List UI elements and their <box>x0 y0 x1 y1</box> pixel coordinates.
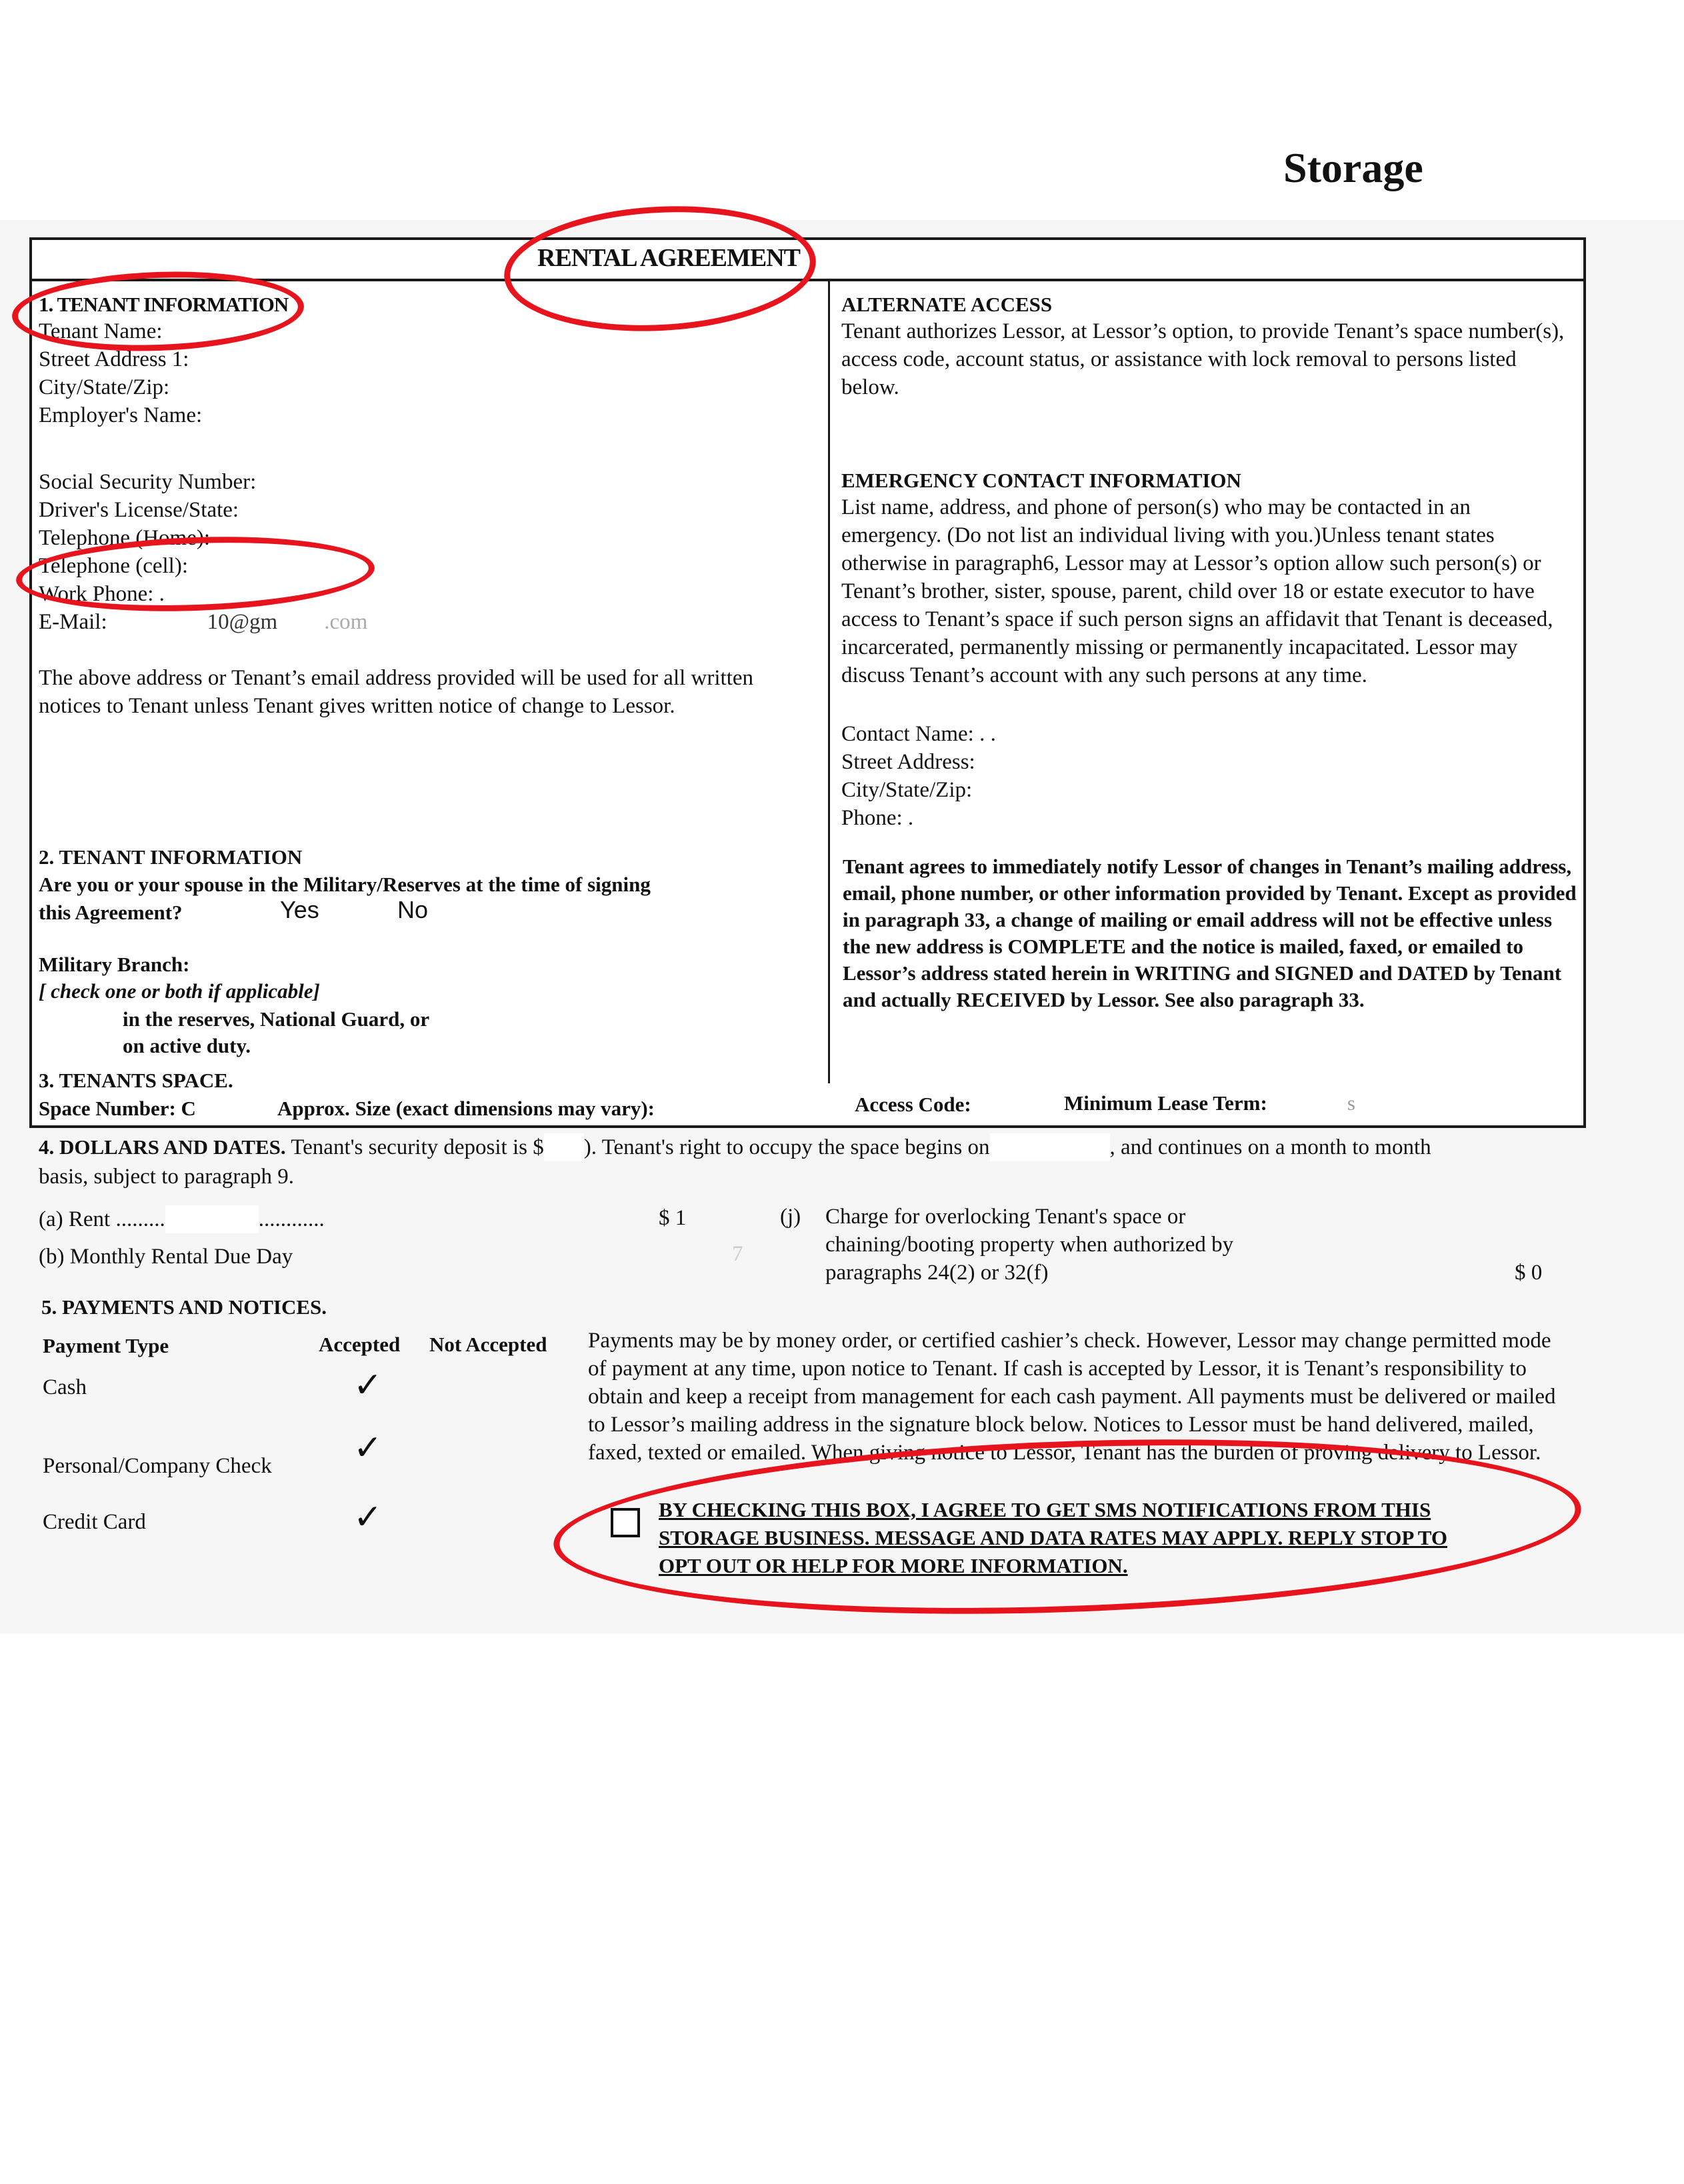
military-yes-option[interactable]: Yes <box>280 896 319 923</box>
credit-card-accepted-check-icon: ✓ <box>353 1497 383 1537</box>
charge-j-amount: $ 0 <box>1515 1261 1543 1285</box>
rent-line: (a) Rent ......... ............ <box>39 1205 325 1233</box>
license-label: Driver's License/State: <box>39 496 399 524</box>
sms-consent-line-3: OPT OUT OR HELP FOR MORE INFORMATION. <box>659 1554 1128 1577</box>
rent-amount: $ 1 <box>659 1206 687 1230</box>
charge-j-text-3: paragraphs 24(2) or 32(f) <box>825 1261 1049 1285</box>
military-branch-label: Military Branch: <box>39 953 190 976</box>
tenant-info-heading: 1. TENANT INFORMATION <box>39 293 289 316</box>
contact-city-label: City/State/Zip: <box>841 778 973 802</box>
space-number-label: Space Number: C <box>39 1097 196 1120</box>
min-lease-term-label: Minimum Lease Term: s <box>1064 1089 1355 1117</box>
military-reserves: in the reserves, National Guard, or <box>123 1007 430 1031</box>
form-title: RENTAL AGREEMENT <box>537 244 800 272</box>
payment-row-credit-card: Credit Card <box>43 1510 146 1534</box>
sms-consent-line-1: BY CHECKING THIS BOX, I AGREE TO GET SMS NOTIFICATIONS FROM THIS <box>659 1498 1431 1521</box>
address-notice: The above address or Tenant’s email address provided will be used for all written notices to Tenant unless Tenant gives written notice of change to Lessor. <box>39 666 754 718</box>
city-state-zip-label: City/State/Zip: <box>39 373 329 401</box>
notify-changes-text: Tenant agrees to immediately notify Lessor of changes in Tenant’s mailing address, email, phone number, or other information provided by Tenant. Except as provided in paragraph 33, a change of mailing or email address will not be effective unless the new address is COMPLETE and the notice is mailed, faxed, or emailed to Lessor’s address stated herein in WRITING and SIGNED and DATED by Tenant and actually RECEIVED by Lessor. See also paragraph 33. <box>843 855 1577 1011</box>
cash-accepted-check-icon: ✓ <box>353 1365 383 1405</box>
charge-j-text-1: Charge for overlocking Tenant's space or <box>825 1205 1186 1229</box>
sms-consent-line-2: STORAGE BUSINESS. MESSAGE AND DATA RATES MAY APPLY. REPLY STOP TO <box>659 1526 1447 1549</box>
due-day-value: 7 <box>732 1242 743 1266</box>
check-accepted-check-icon: ✓ <box>353 1428 383 1468</box>
payment-row-check: Personal/Company Check <box>43 1454 272 1478</box>
military-no-option[interactable]: No <box>397 896 429 923</box>
emergency-heading: EMERGENCY CONTACT INFORMATION <box>841 469 1241 492</box>
alternate-access-heading: ALTERNATE ACCESS <box>841 293 1053 316</box>
dollars-dates-line-2: basis, subject to paragraph 9. <box>39 1165 295 1189</box>
payments-text: Payments may be by money order, or certified cashier’s check. However, Lessor may change permitted mode of payment at any time, upon notice to Tenant. If cash is accepted by Lessor, it is Tenant’s responsibility to obtain and keep a receipt from management for each cash payment. All payments must be delivered or mailed to Lessor’s mailing address in the signature block below. Notices to Lessor must be hand delivered, mailed, faxed, texted or emailed. When giving notice to Lessor, Tenant has the burden of proving delivery to Lessor. <box>588 1329 1556 1465</box>
charge-j-label: (j) <box>780 1205 801 1229</box>
payments-heading: 5. PAYMENTS AND NOTICES. <box>41 1295 327 1319</box>
tenants-space-heading: 3. TENANTS SPACE. <box>39 1069 233 1092</box>
accepted-header: Accepted <box>319 1333 401 1356</box>
military-question-2: this Agreement? <box>39 901 183 924</box>
space-size-label: Approx. Size (exact dimensions may vary): <box>277 1097 655 1120</box>
home-phone-label: Telephone (Home): <box>39 524 370 552</box>
dollars-dates-line-1: 4. DOLLARS AND DATES. Tenant's security deposit is $ ). Tenant's right to occupy the space begins on , and continues on a month to month <box>39 1133 1431 1161</box>
street-address-label: Street Address 1: <box>39 345 415 373</box>
not-accepted-header: Not Accepted <box>429 1333 547 1356</box>
ssn-label: Social Security Number: <box>39 470 257 494</box>
alternate-access-text: Tenant authorizes Lessor, at Lessor’s option, to provide Tenant’s space number(s), access code, account status, or assistance with lock removal to persons listed below. <box>841 319 1565 399</box>
military-question-1: Are you or your spouse in the Military/Reserves at the time of signing <box>39 873 651 896</box>
emergency-text: List name, address, and phone of person(s) who may be contacted in an emergency. (Do not list an individual living with you.)Unless tenant states otherwise in paragraph6, Lessor may at Lessor’s option allow such person(s) or Tenant’s brother, sister, spouse, parent, child over 18 or estate executor to have access to Tenant’s space if such person signs an affidavit that Tenant is deceased, incarcerated, permanently missing or permanently incapacitated. Lessor may discuss Tenant’s account with any such persons at any time. <box>841 495 1553 687</box>
work-phone-label: Work Phone: . <box>39 582 165 606</box>
military-active: on active duty. <box>123 1034 251 1057</box>
payment-row-cash: Cash <box>43 1375 87 1399</box>
employer-label: Employer's Name: <box>39 403 203 427</box>
corner-title: Storage <box>1283 144 1423 191</box>
contact-street-label: Street Address: <box>841 750 975 774</box>
military-heading: 2. TENANT INFORMATION <box>39 845 303 869</box>
payment-type-header: Payment Type <box>43 1334 169 1357</box>
due-day-line: (b) Monthly Rental Due Day <box>39 1245 293 1269</box>
contact-phone-label: Phone: . <box>841 806 914 830</box>
access-code-label: Access Code: <box>855 1093 971 1116</box>
email-label: E-Mail: 10@gm .com <box>39 608 367 636</box>
tenant-name-label: Tenant Name: <box>39 317 383 345</box>
charge-j-text-2: chaining/booting property when authorized by <box>825 1233 1234 1257</box>
contact-name-label: Contact Name: . . <box>841 722 996 746</box>
military-check-note: [ check one or both if applicable] <box>39 979 320 1003</box>
column-divider <box>828 280 830 1083</box>
cell-phone-label: Telephone (cell): <box>39 552 341 580</box>
